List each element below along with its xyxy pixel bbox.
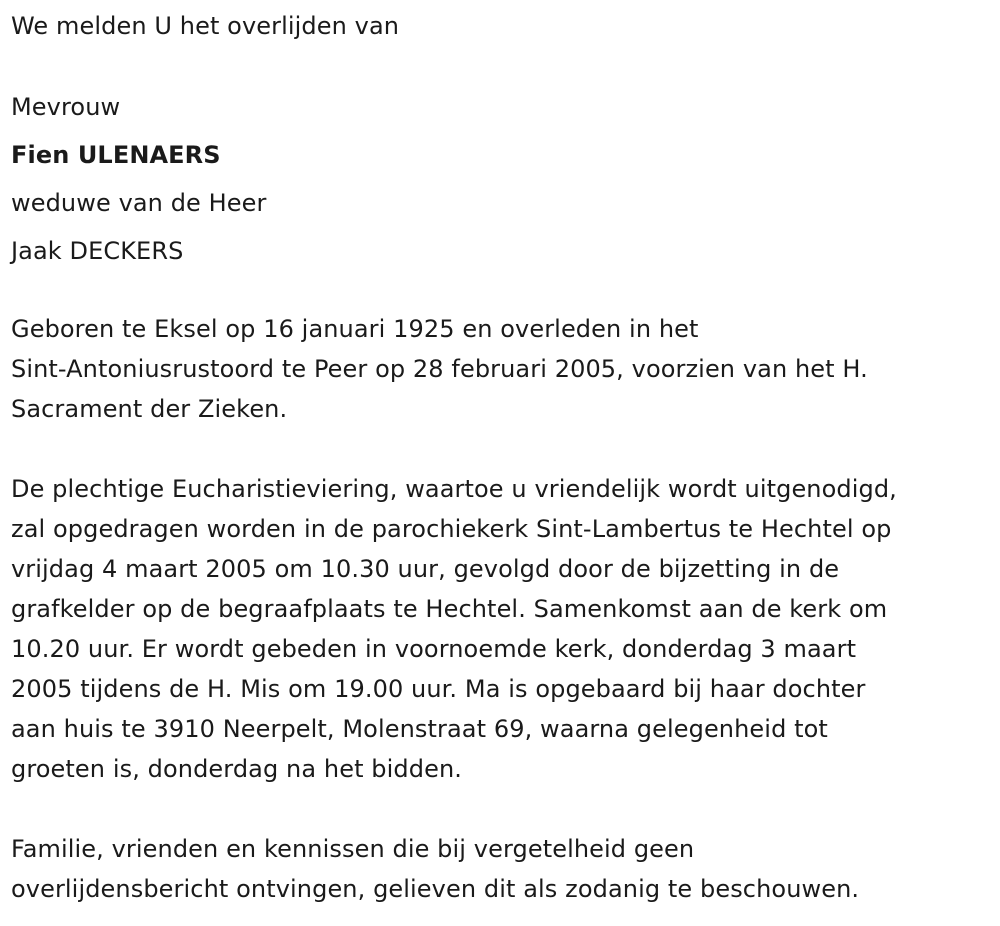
paragraph-line: grafkelder op de begraafplaats te Hechtel. Samenkomst aan de kerk om [11, 595, 888, 623]
paragraph-line: De plechtige Eucharistieviering, waartoe u vriendelijk wordt uitgenodigd, [11, 475, 897, 503]
paragraph-line: Geboren te Eksel op 16 januari 1925 en overleden in het [11, 315, 699, 343]
paragraph-line: Familie, vrienden en kennissen die bij vergetelheid geen [11, 835, 695, 863]
service-paragraph [11, 469, 897, 789]
spouse-name: Jaak DECKERS [11, 237, 184, 265]
paragraph-line: zal opgedragen worden in de parochiekerk Sint-Lambertus te Hechtel op [11, 515, 892, 543]
paragraph-line: aan huis te 3910 Neerpelt, Molenstraat 69, waarna gelegenheid tot [11, 715, 828, 743]
family-paragraph [11, 829, 859, 909]
paragraph-line: vrijdag 4 maart 2005 om 10.30 uur, gevolgd door de bijzetting in de [11, 555, 840, 583]
paragraph-line: Sacrament der Zieken. [11, 395, 288, 423]
intro-text: We melden U het overlijden van [11, 12, 400, 40]
widow-of-text: weduwe van de Heer [11, 189, 267, 217]
paragraph-line: overlijdensbericht ontvingen, gelieven dit als zodanig te beschouwen. [11, 875, 860, 903]
paragraph-line: Sint-Antoniusrustoord te Peer op 28 februari 2005, voorzien van het H. [11, 355, 868, 383]
birth-death-paragraph [11, 309, 868, 429]
paragraph-line: 10.20 uur. Er wordt gebeden in voornoemde kerk, donderdag 3 maart [11, 635, 857, 663]
paragraph-line: 2005 tijdens de H. Mis om 19.00 uur. Ma is opgebaard bij haar dochter [11, 675, 866, 703]
deceased-name: Fien ULENAERS [11, 141, 221, 169]
honorific-title: Mevrouw [11, 93, 121, 121]
paragraph-line: groeten is, donderdag na het bidden. [11, 755, 462, 783]
